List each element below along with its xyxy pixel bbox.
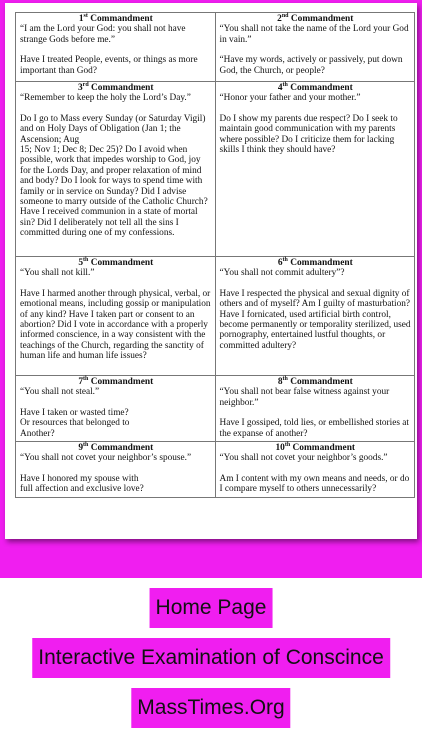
commandment-quote: “You shall not commit adultery”? (219, 268, 345, 279)
commandment-title: 2nd Commandment (277, 12, 354, 24)
commandment-question: Have I treated People, events, or things as more important than God? (20, 55, 198, 76)
commandment-title: 10th Commandment (275, 441, 356, 453)
home-page-button[interactable]: Home Page (150, 588, 273, 628)
commandment-title: 1st Commandment (78, 12, 153, 24)
commandment-quote: “You shall not covet your neighbor’s spouse.” (20, 453, 192, 464)
commandments-grid (15, 12, 415, 498)
commandment-cell-5 (16, 257, 216, 376)
commandment-question: Have I harmed another through physical, verbal, or emotional means, including gossip or manipulation of any kind? Have I taken part or consent to an abortion? Did I vote in accordance with a properly informed conscience, in a way consistent with the teachings of the Church, regarding the sanctity of human life and human life issues? (20, 288, 211, 362)
commandment-cell-9 (16, 442, 216, 498)
commandments-document (5, 3, 417, 539)
commandment-question: Do I go to Mass every Sunday (or Saturday Vigil) and on Holy Days of Obligation (Jan 1; the Ascension; Aug 15; Nov 1; Dec 8; Dec 25)? Do I avoid when possible, work that impedes worship to God, joy for the Lords Day, and proper relaxation of mind and body? Do I look for ways to spend time with family or in service on Sunday? Did I advise someone to marry outside of the Catholic Church? Have I received communion in a state of mortal sin? Did I deliberately not tell all the sins I committed during one of my confessions. (20, 113, 208, 239)
commandment-quote: “You shall not covet your neighbor’s goods.” (219, 453, 388, 464)
commandment-title: 3rd Commandment (77, 81, 154, 93)
commandment-question: “Have my words, actively or passively, put down God, the Church, or people? (219, 55, 403, 76)
commandment-cell-3 (16, 82, 216, 257)
interactive-examination-button[interactable]: Interactive Examination of Conscince (32, 638, 390, 678)
commandment-title: 7th Commandment (78, 375, 154, 387)
commandment-quote: “You shall not steal.” (20, 387, 100, 398)
commandment-quote: “You shall not bear false witness against your neighbor.” (219, 387, 390, 408)
commandment-cell-10 (215, 442, 415, 498)
commandment-cell-1 (16, 13, 216, 82)
commandment-question: Am I content with my own means and needs, or do I compare myself to others unnecessarily? (219, 473, 410, 495)
commandment-cell-7 (16, 376, 216, 442)
commandment-cell-6 (215, 257, 415, 376)
commandment-quote: “Honor your father and your mother.” (219, 93, 361, 104)
commandment-title: 6th Commandment (277, 256, 353, 268)
commandment-question: Have I honored my spouse with full affection and exclusive love? (20, 473, 144, 495)
commandment-question: Do I show my parents due respect? Do I seek to maintain good communication with my parents where possible? Do I criticize them for lacking skills I think they should have? (219, 113, 398, 156)
commandment-quote: “I am the Lord your God: you shall not have strange Gods before me.” (20, 24, 186, 45)
commandment-quote: “You shall not take the name of the Lord your God in vain.” (219, 24, 409, 45)
commandment-question: Have I respected the physical and sexual dignity of others and of myself? Am I guilty of masturbation? Have I fornicated, used artificial birth control, become permanently or temporality sterilized, used pornography, entertained lustful thoughts, or committed adultery? (219, 288, 411, 351)
masstimes-button[interactable]: MassTimes.Org (131, 688, 290, 728)
commandment-question: Have I taken or wasted time? Or resources that belonged to Another? (20, 407, 130, 439)
commandment-quote: “Remember to keep the holy the Lord’s Day.” (20, 93, 191, 104)
commandment-title: 8th Commandment (277, 375, 353, 387)
commandment-question: Have I gossiped, told lies, or embellished stories at the expanse of another? (219, 418, 410, 439)
commandment-cell-4 (215, 82, 415, 257)
commandment-cell-8 (215, 376, 415, 442)
commandment-quote: “You shall not kill.” (20, 268, 95, 279)
commandment-title: 5th Commandment (78, 256, 154, 268)
commandment-title: 9th Commandment (78, 441, 154, 453)
commandment-cell-2 (215, 13, 415, 82)
commandment-title: 4th Commandment (277, 81, 353, 93)
